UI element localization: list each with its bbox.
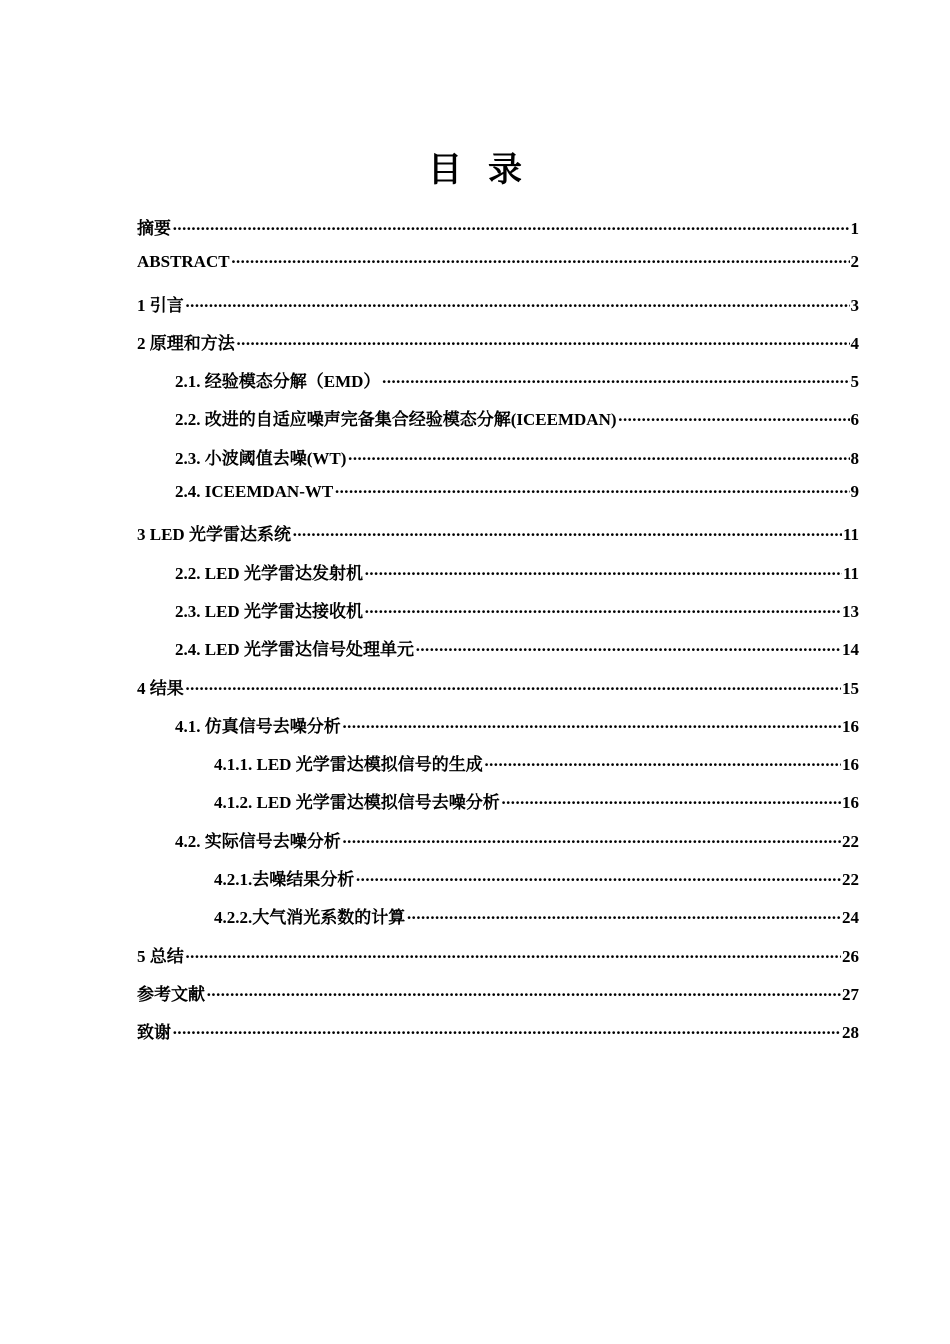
toc-entry-label: 4.1.2. LED 光学雷达模拟信号去噪分析 — [214, 793, 500, 813]
toc-entry[interactable] — [137, 674, 859, 712]
toc-entry[interactable] — [137, 291, 859, 329]
dot-leader — [355, 870, 841, 890]
dot-leader — [292, 525, 842, 545]
toc-entry-page: 6 — [850, 410, 859, 430]
toc-entry-page: 11 — [842, 525, 859, 545]
dot-leader — [364, 602, 841, 622]
title-char: 目 — [428, 152, 488, 189]
toc-entry-label: ABSTRACT — [137, 252, 230, 272]
toc-entry-label: 2.2. LED 光学雷达发射机 — [175, 563, 363, 583]
dot-leader — [185, 947, 841, 967]
toc-entry-label: 4.2. 实际信号去噪分析 — [175, 831, 341, 851]
toc-entry[interactable] — [137, 865, 859, 903]
toc-entry[interactable] — [137, 827, 859, 865]
toc-entry-page: 24 — [842, 908, 859, 928]
toc-entry-page: 15 — [842, 678, 859, 698]
dot-leader — [206, 985, 841, 1005]
toc-entry-label: 2.3. LED 光学雷达接收机 — [175, 601, 363, 621]
toc-entry-page: 11 — [842, 563, 859, 583]
dot-leader — [415, 640, 841, 660]
toc-entry[interactable] — [137, 1018, 859, 1056]
toc-entry-page: 9 — [850, 482, 859, 502]
toc-entry[interactable] — [137, 559, 859, 597]
dot-leader — [347, 449, 849, 469]
toc-entry-label: 2 原理和方法 — [137, 333, 235, 353]
dot-leader — [406, 908, 841, 928]
toc-entry-label: 2.4. ICEEMDAN-WT — [175, 482, 334, 502]
toc-entry-label: 2.4. LED 光学雷达信号处理单元 — [175, 640, 414, 660]
toc-entry-label: 4.1.1. LED 光学雷达模拟信号的生成 — [214, 755, 483, 775]
toc-entry[interactable] — [137, 750, 859, 788]
toc-entry-page: 13 — [842, 601, 859, 621]
toc-entry[interactable] — [137, 520, 859, 558]
toc-entry-page: 4 — [850, 333, 859, 353]
toc-entry[interactable] — [137, 903, 859, 941]
toc-entry-label: 4.2.1.去噪结果分析 — [214, 870, 355, 890]
toc-entry[interactable] — [137, 482, 859, 520]
toc-entry-page: 22 — [842, 870, 859, 890]
toc-entry-label: 摘要 — [137, 219, 171, 238]
toc-entry-page: 5 — [850, 372, 859, 392]
toc-entry[interactable] — [137, 329, 859, 367]
toc-entry[interactable] — [137, 367, 859, 405]
toc-entry-page: 8 — [850, 448, 859, 468]
toc-entry[interactable] — [137, 712, 859, 750]
dot-leader — [501, 793, 841, 813]
toc-entry[interactable] — [137, 788, 859, 826]
dot-leader — [381, 372, 849, 392]
dot-leader — [342, 832, 841, 852]
toc-entry-page: 3 — [850, 295, 859, 315]
toc-entry-label: 4 结果 — [137, 678, 184, 698]
toc-entry-label: 5 总结 — [137, 946, 184, 966]
toc-entry-page: 1 — [850, 219, 859, 238]
dot-leader — [185, 296, 850, 316]
toc-entry-label: 4.1. 仿真信号去噪分析 — [175, 716, 341, 736]
dot-leader — [334, 482, 849, 502]
toc-entry-page: 2 — [850, 252, 859, 272]
toc-entry-label: 2.1. 经验模态分解（EMD） — [175, 372, 381, 392]
dot-leader — [618, 410, 850, 430]
toc-entry[interactable] — [137, 942, 859, 980]
toc-entry-label: 3 LED 光学雷达系统 — [137, 525, 291, 545]
dot-leader — [185, 679, 841, 699]
toc-entry[interactable] — [137, 214, 859, 252]
toc-entry-page: 16 — [842, 793, 859, 813]
dot-leader — [484, 755, 841, 775]
toc-entry-label: 致谢 — [137, 1023, 171, 1043]
toc-entry-label: 2.3. 小波阈值去噪(WT) — [175, 448, 347, 468]
toc-entry-label: 参考文献 — [137, 984, 205, 1004]
toc-entry[interactable] — [137, 980, 859, 1018]
dot-leader — [342, 717, 841, 737]
toc-entry[interactable] — [137, 405, 859, 443]
toc-entry[interactable] — [137, 635, 859, 673]
toc-entry-page: 26 — [842, 946, 859, 966]
toc-entry-page: 16 — [842, 755, 859, 775]
toc-entry[interactable] — [137, 252, 859, 290]
dot-leader — [364, 564, 842, 584]
toc-entry-page: 28 — [842, 1023, 859, 1043]
dot-leader — [172, 219, 850, 239]
page-title — [0, 142, 950, 191]
toc-entry-page: 27 — [842, 984, 859, 1004]
dot-leader — [172, 1023, 841, 1043]
table-of-contents — [137, 214, 859, 1057]
toc-entry[interactable] — [137, 444, 859, 482]
title-char: 录 — [488, 152, 548, 189]
dot-leader — [231, 252, 850, 272]
toc-entry-page: 14 — [842, 640, 859, 660]
dot-leader — [236, 334, 850, 354]
toc-entry-page: 16 — [842, 716, 859, 736]
toc-entry-label: 4.2.2.大气消光系数的计算 — [214, 908, 406, 928]
toc-entry-label: 1 引言 — [137, 295, 184, 315]
toc-entry-label: 2.2. 改进的自适应噪声完备集合经验模态分解(ICEEMDAN) — [175, 410, 617, 430]
toc-entry[interactable] — [137, 597, 859, 635]
toc-entry-page: 22 — [842, 831, 859, 851]
